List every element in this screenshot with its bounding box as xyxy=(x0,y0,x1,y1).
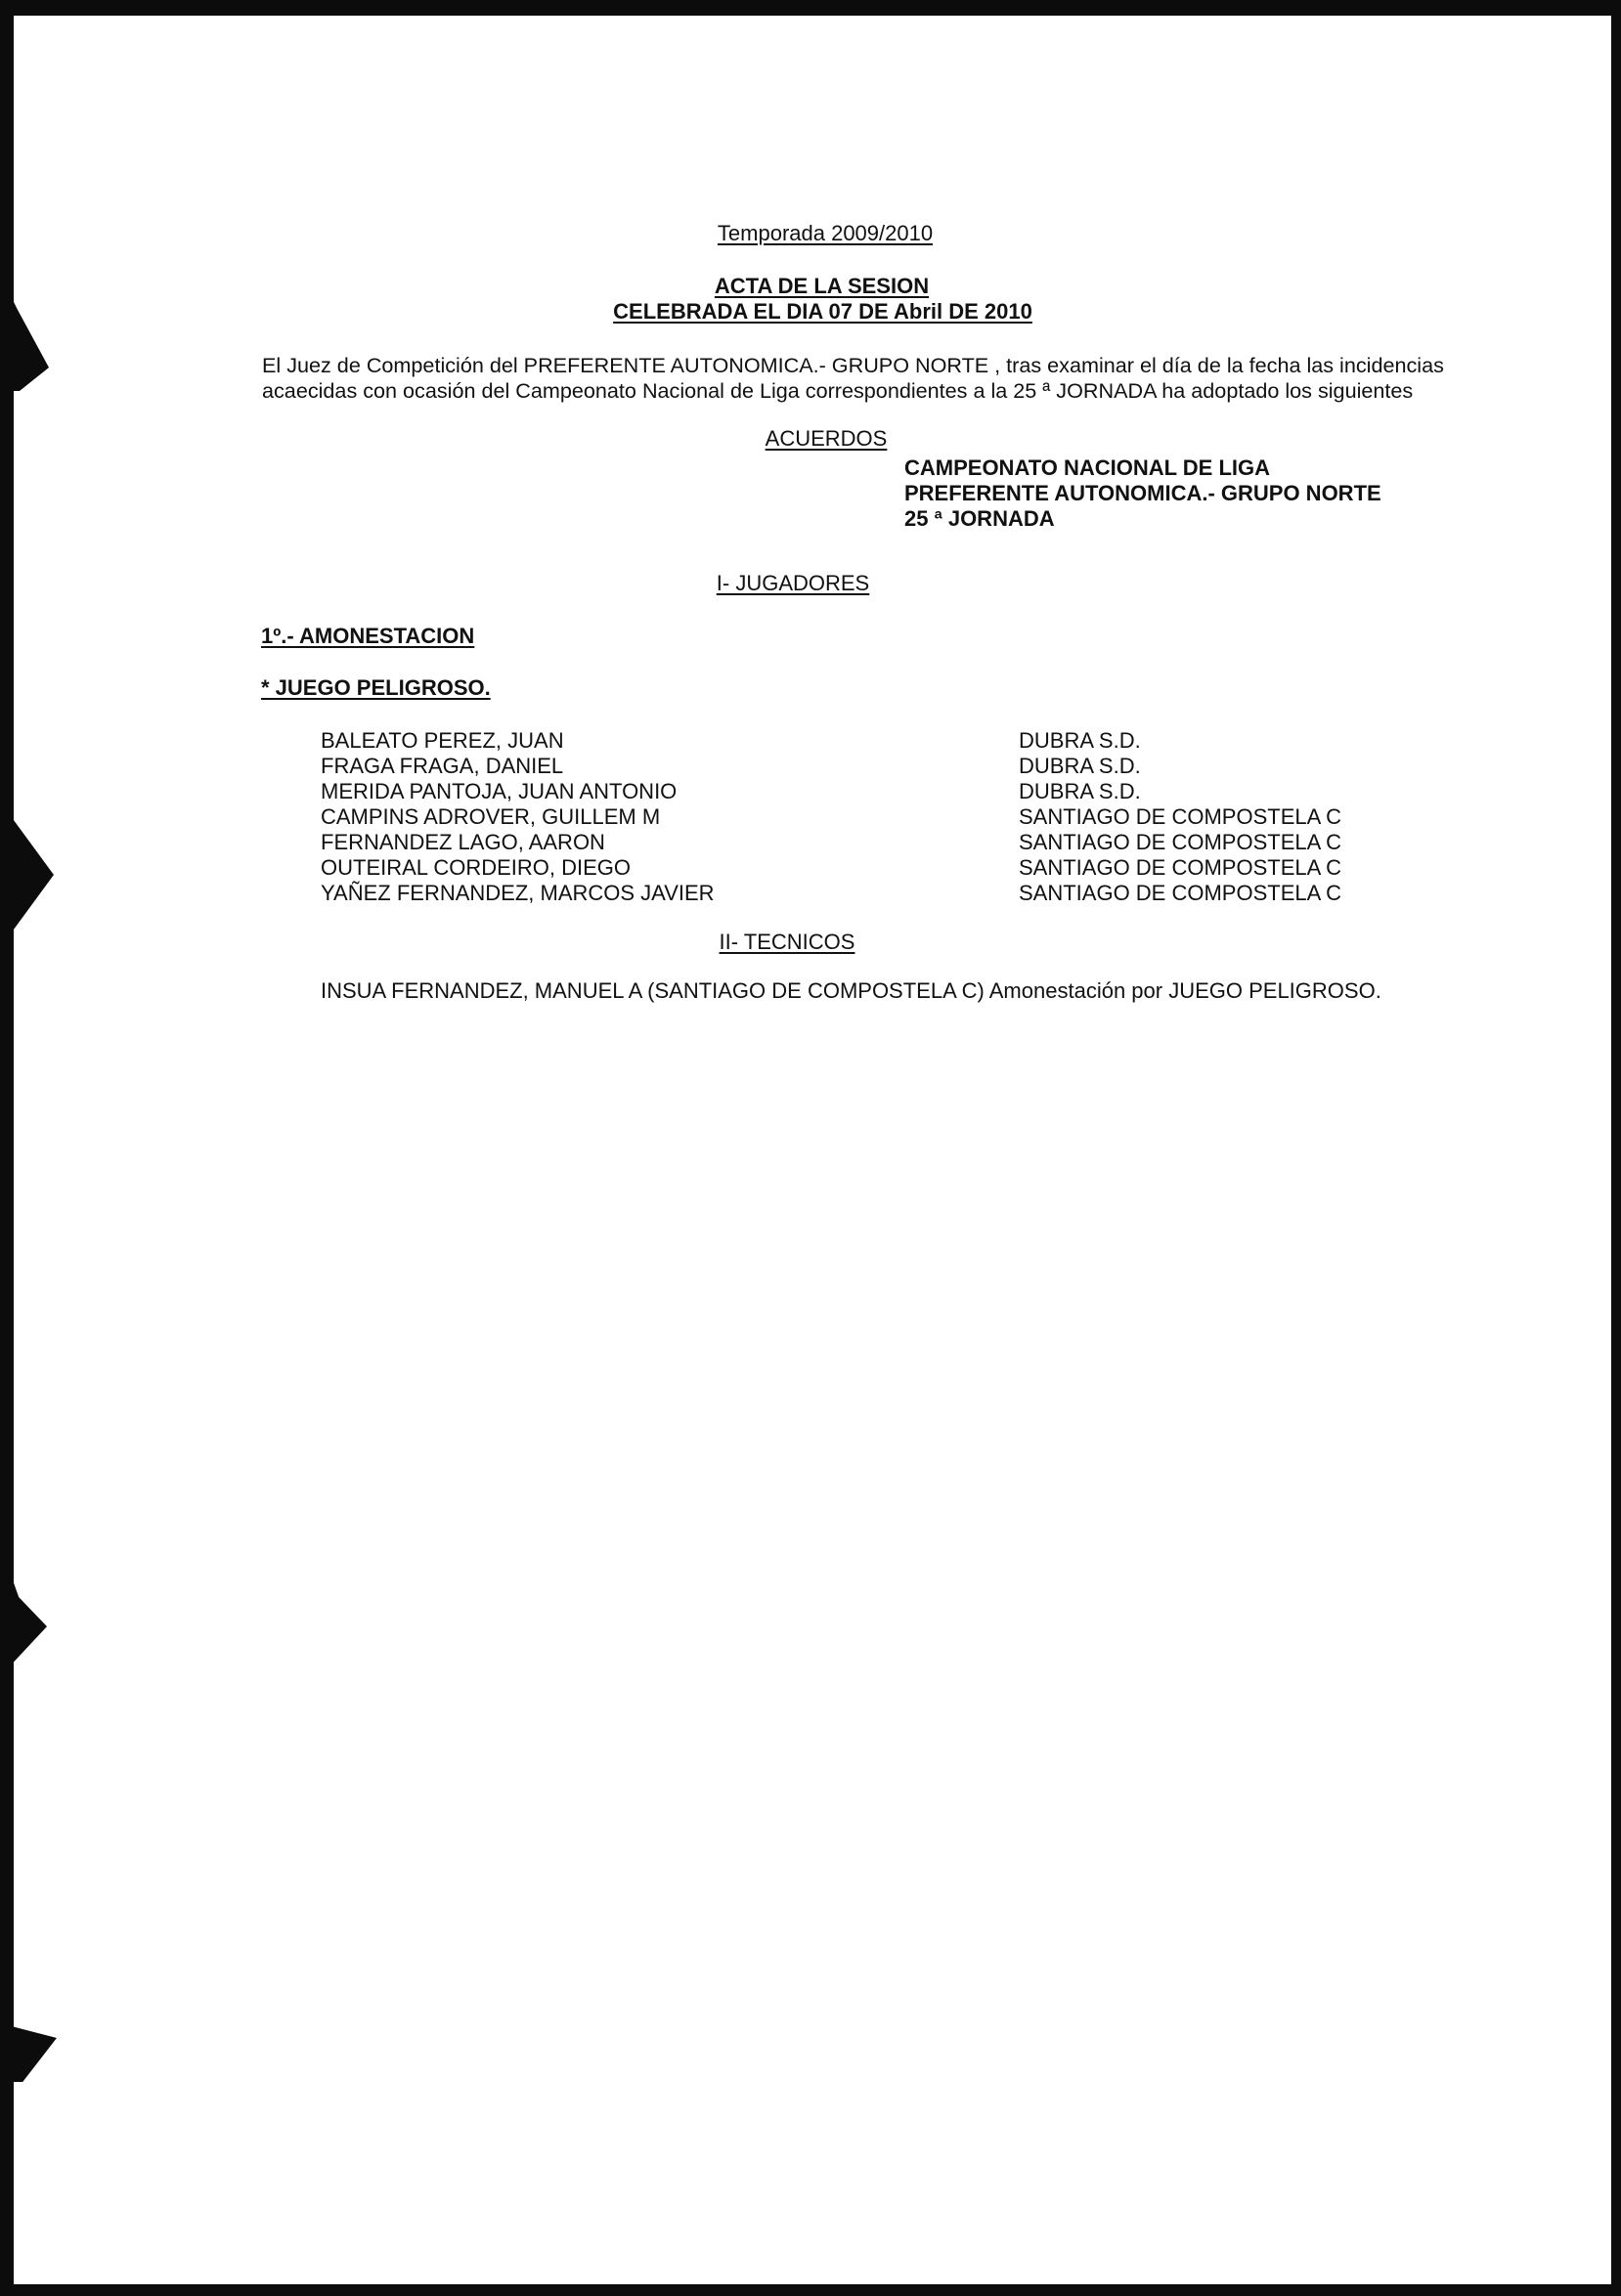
tecnico-sanction-line: INSUA FERNANDEZ, MANUEL A (SANTIAGO DE COMPOSTELA C) Amonestación por JUEGO PELIGROSO. xyxy=(321,978,1381,1003)
player-name: BALEATO PEREZ, JUAN xyxy=(321,728,564,753)
list-item xyxy=(321,754,1347,779)
section-tecnicos-heading: II- TECNICOS xyxy=(719,930,855,954)
player-club: SANTIAGO DE COMPOSTELA C xyxy=(1019,804,1342,829)
list-item xyxy=(321,855,1347,881)
player-club: SANTIAGO DE COMPOSTELA C xyxy=(1019,855,1342,880)
player-club: DUBRA S.D. xyxy=(1019,728,1141,753)
player-name: MERIDA PANTOJA, JUAN ANTONIO xyxy=(321,779,678,803)
juego-peligroso-heading: * JUEGO PELIGROSO. xyxy=(261,675,491,700)
player-name: YAÑEZ FERNANDEZ, MARCOS JAVIER xyxy=(321,881,715,905)
player-name: FERNANDEZ LAGO, AARON xyxy=(321,830,605,854)
list-item xyxy=(321,779,1347,804)
competition-block xyxy=(904,455,1381,532)
players-list xyxy=(321,728,1347,906)
acta-heading: ACTA DE LA SESION xyxy=(714,274,930,298)
list-item xyxy=(321,881,1347,906)
player-club: SANTIAGO DE COMPOSTELA C xyxy=(1019,881,1342,905)
acuerdos-heading: ACUERDOS xyxy=(765,426,888,451)
list-item xyxy=(321,804,1347,830)
competition-round: 25 ª JORNADA xyxy=(904,506,1055,531)
player-name: CAMPINS ADROVER, GUILLEM M xyxy=(321,804,661,829)
session-date-heading: CELEBRADA EL DIA 07 DE Abril DE 2010 xyxy=(613,299,1032,324)
amonestacion-heading: 1º.- AMONESTACION xyxy=(261,624,475,648)
player-name: FRAGA FRAGA, DANIEL xyxy=(321,754,564,778)
competition-name: CAMPEONATO NACIONAL DE LIGA xyxy=(904,455,1271,480)
player-club: DUBRA S.D. xyxy=(1019,779,1141,803)
season-heading: Temporada 2009/2010 xyxy=(717,221,934,245)
section-players-heading: I- JUGADORES xyxy=(716,571,870,595)
player-name: OUTEIRAL CORDEIRO, DIEGO xyxy=(321,855,632,880)
list-item xyxy=(321,728,1347,754)
competition-group: PREFERENTE AUTONOMICA.- GRUPO NORTE xyxy=(904,481,1381,505)
list-item xyxy=(321,830,1347,855)
player-club: DUBRA S.D. xyxy=(1019,754,1141,778)
intro-paragraph: El Juez de Competición del PREFERENTE AUTONOMICA.- GRUPO NORTE , tras examinar el día de la fecha las incidencias acaecidas con ocasión del Campeonato Nacional de Liga correspondientes a la 25 ª JORNADA ha adoptado los siguientes xyxy=(262,353,1444,403)
player-club: SANTIAGO DE COMPOSTELA C xyxy=(1019,830,1342,854)
